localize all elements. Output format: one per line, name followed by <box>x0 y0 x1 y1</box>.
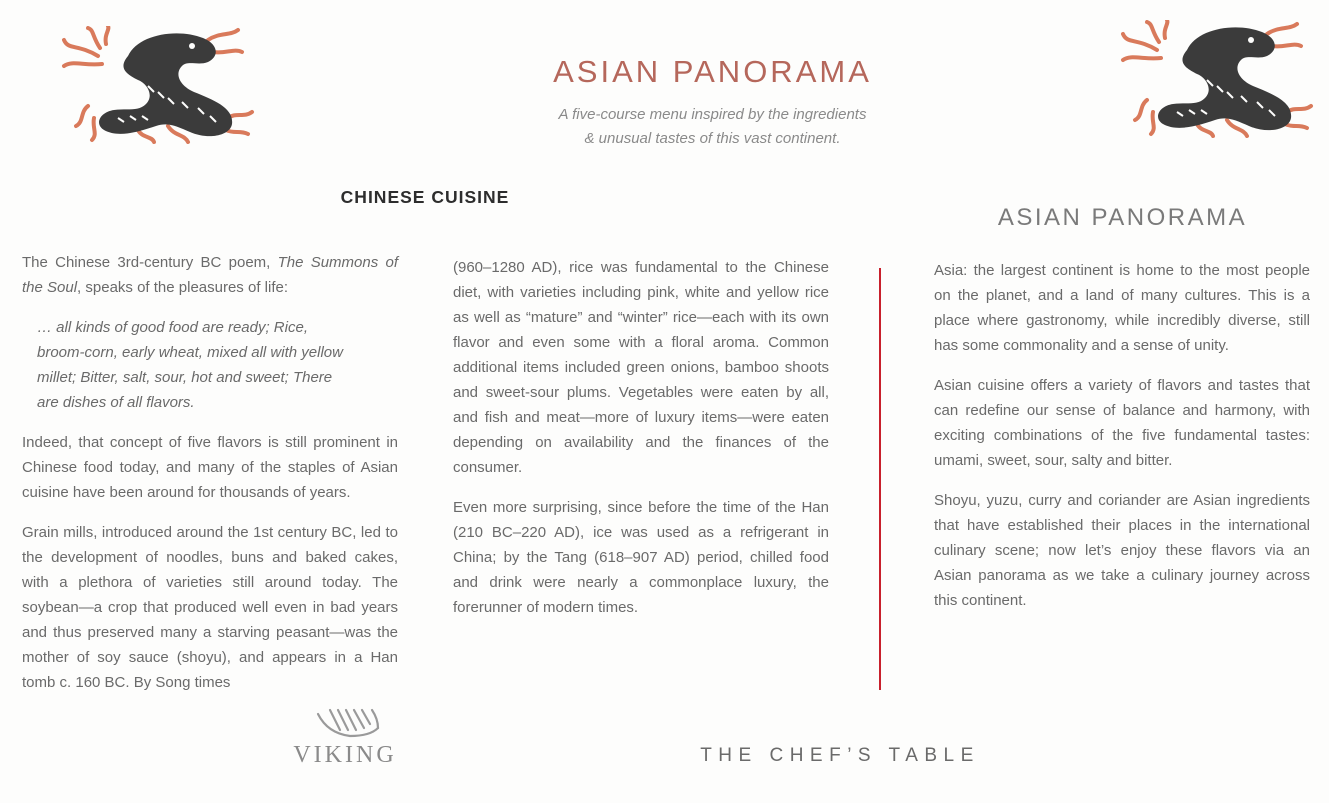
dragon-icon-left <box>58 26 258 144</box>
middle-paragraph-1: (960–1280 AD), rice was fundamental to the Chinese diet, with varieties including pink, white and yellow rice as well as “mature” and “winter” rice—each with its own flavor and even some with a floral aroma. Common additional items included green onions, bamboo shoots and sweet-sour plums. Vegetables were eaten by all, and fish and meat—more of luxury items—were eaten depending on availability and the finances of the consumer. <box>453 259 829 476</box>
chefs-table-footer: THE CHEF’S TABLE <box>700 745 980 766</box>
subtitle-line-1: A five-course menu inspired by the ingredients <box>558 106 867 123</box>
right-section-title: ASIAN PANORAMA <box>997 204 1248 231</box>
viking-brand: VIKING <box>293 742 397 768</box>
quote-line-1: … all kinds of good food are ready; Rice, <box>37 319 308 336</box>
quote-line-3: millet; Bitter, salt, sour, hot and sweet; There <box>37 369 333 386</box>
red-divider <box>879 268 881 690</box>
left-paragraph-3: Grain mills, introduced around the 1st century BC, led to the development of noodles, buns and baked cakes, with a plethora of varieties still around today. The soybean—a crop that produced well even in bad years and thus preserved many a starving peasant—was the mother of soy sauce (shoyu), and appears in a Han tomb c. 160 BC. By Song times <box>22 524 398 691</box>
right-paragraph-1: Asia: the largest continent is home to the most people on the planet, and a land of many cultures. This is a place where gastronomy, while incredibly diverse, still has some commonality and a sense of unity. <box>934 262 1310 354</box>
middle-column <box>453 255 829 635</box>
right-paragraph-3: Shoyu, yuzu, curry and coriander are Asian ingredients that have established their places in the international culinary scene; now let’s enjoy these flavors via an Asian panorama as we take a culinary journey across this continent. <box>934 492 1310 609</box>
right-paragraph-2: Asian cuisine offers a variety of flavors and tastes that can redefine our sense of balance and harmony, with exciting combinations of the five fundamental tastes: umami, sweet, sour, salty and bitter. <box>934 377 1310 469</box>
page-subtitle <box>480 103 945 151</box>
quote-line-4: are dishes of all flavors. <box>37 394 195 411</box>
subtitle-line-2: & unusual tastes of this vast continent. <box>584 130 841 147</box>
p1-text-end: , speaks of the pleasures of life: <box>77 279 288 296</box>
left-paragraph-2: Indeed, that concept of five flavors is still prominent in Chinese food today, and many of the staples of Asian cuisine have been around for thousands of years. <box>22 434 398 501</box>
chinese-cuisine-heading: CHINESE CUISINE <box>340 187 510 207</box>
right-column <box>934 258 1310 628</box>
dragon-icon-right <box>1117 20 1317 138</box>
left-paragraph-1 <box>22 250 398 300</box>
poem-title: The Summons of the Soul <box>22 254 398 296</box>
left-column <box>22 250 398 710</box>
p1-text-start: The Chinese 3rd-century BC poem, <box>22 254 278 271</box>
middle-paragraph-2: Even more surprising, since before the time of the Han (210 BC–220 AD), ice was used as a refrigerant in China; by the Tang (618–907 AD) period, chilled food and drink were nearly a commonplace luxury, the forerunner of modern times. <box>453 499 829 616</box>
quote-line-2: broom-corn, early wheat, mixed all with yellow <box>37 344 343 361</box>
poem-quote <box>37 315 357 415</box>
page-title: ASIAN PANORAMA <box>553 54 872 89</box>
